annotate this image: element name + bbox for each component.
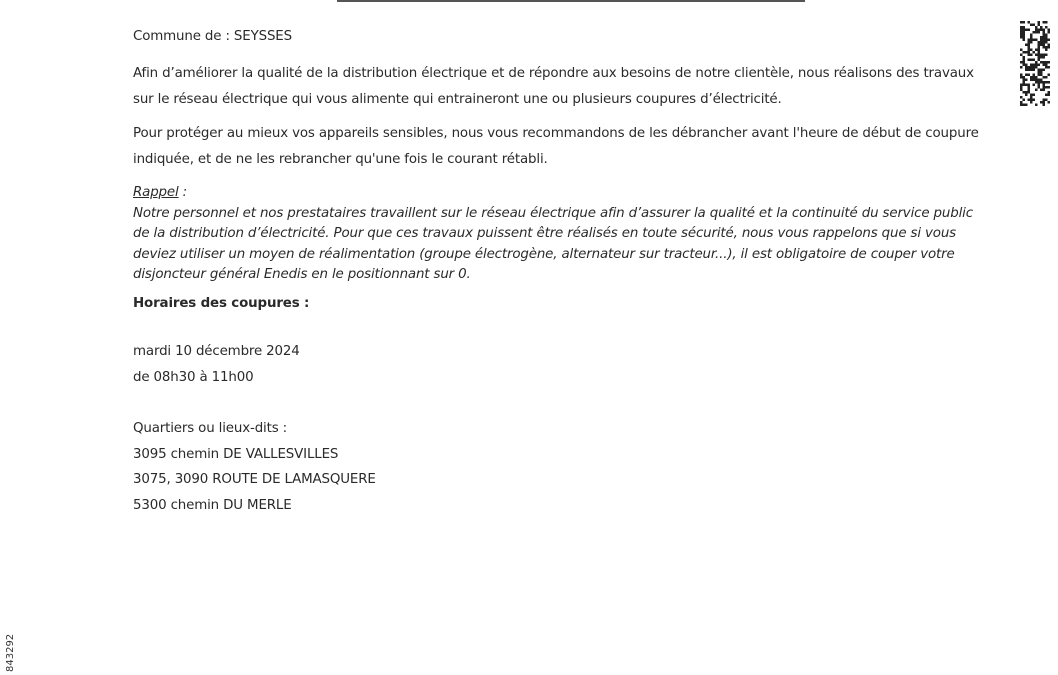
rappel-title: Rappel [133,185,179,200]
side-reference-number: 843292 [5,633,16,672]
commune-line: Commune de : SEYSSES [133,29,292,44]
outage-date: mardi 10 décembre 2024 [133,344,300,359]
list-item: 3095 chemin DE VALLESVILLES [133,447,339,462]
outage-time: de 08h30 à 11h00 [133,370,254,385]
rappel-block [133,183,973,286]
horaires-title: Horaires des coupures : [133,296,310,311]
rappel-heading [133,183,973,204]
top-divider [337,0,805,2]
advice-paragraph: Pour protéger au mieux vos appareils sensibles, nous vous recommandons de les débrancher avant l'heure de début de coupure indiquée, et de ne les rebrancher qu'une fois le courant rétabli. [133,126,979,167]
rappel-title-suffix: : [178,185,188,200]
qr-code-icon [1020,21,1050,107]
quartiers-title: Quartiers ou lieux-dits : [133,421,288,436]
list-item: 5300 chemin DU MERLE [133,498,292,513]
intro-paragraph: Afin d’améliorer la qualité de la distribution électrique et de répondre aux besoins de notre clientèle, nous réalisons des travaux sur le réseau électrique qui vous alimente qui entraineront une ou plusieurs coupures d’électricité. [133,66,974,107]
rappel-text: Notre personnel et nos prestataires travaillent sur le réseau électrique afin d’assurer la qualité et la continuité du service public de la distribution d’électricité. Pour que ces travaux puissent être réalisés en toute sécurité, nous vous rappelons que si vous deviez utiliser un moyen de réalimentation (groupe électrogène, alternateur sur tracteur...), il est obligatoire de couper votre disjoncteur général Enedis en le positionnant sur 0. [133,205,973,282]
list-item: 3075, 3090 ROUTE DE LAMASQUERE [133,472,376,487]
